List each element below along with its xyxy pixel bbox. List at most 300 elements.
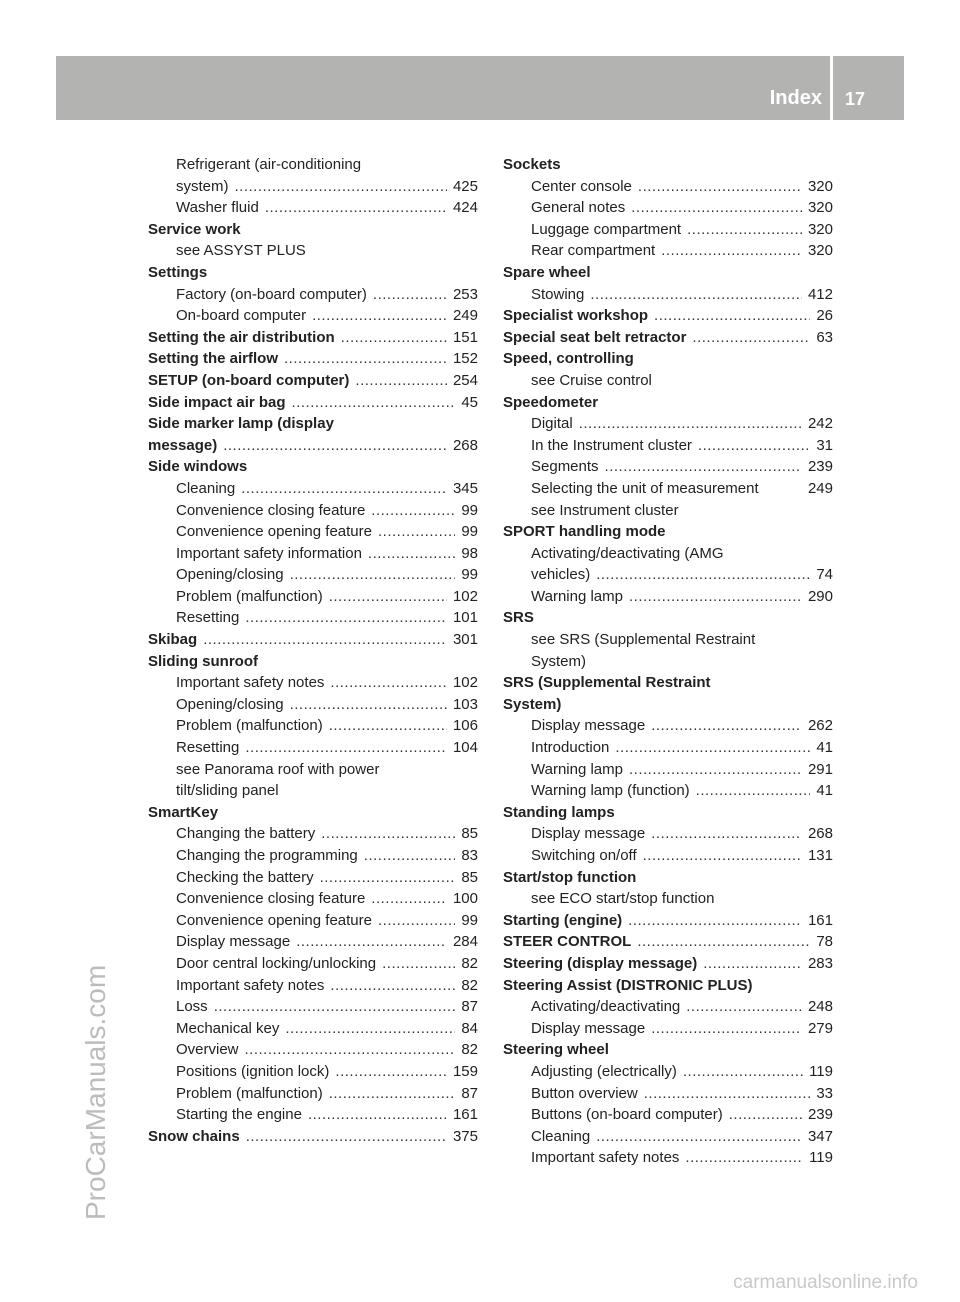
index-subentry: [148, 154, 478, 176]
entry-term: Cleaning: [531, 1127, 591, 1145]
entry-page-number: 291: [807, 760, 833, 778]
index-subentry: [148, 176, 478, 198]
index-entry: [503, 348, 833, 370]
entry-page-number: 242: [807, 415, 833, 433]
dot-leader: [245, 607, 447, 629]
dot-leader: [631, 197, 802, 219]
entry-term: SmartKey: [148, 803, 219, 821]
index-subentry: [503, 500, 833, 522]
entry-term: see Panorama roof with power: [176, 760, 380, 778]
entry-page-number: 87: [461, 998, 478, 1016]
entry-page-number: 82: [461, 954, 478, 972]
index-subentry: [148, 715, 478, 737]
index-subentry: [503, 478, 833, 500]
dot-leader: [371, 888, 447, 910]
entry-page-number: 119: [809, 1149, 833, 1167]
dot-leader: [378, 521, 455, 543]
entry-term: Speedometer: [503, 393, 599, 411]
entry-term: Problem (malfunction): [176, 1084, 323, 1102]
entry-term: In the Instrument cluster: [531, 436, 692, 454]
index-subentry: [148, 737, 478, 759]
entry-page-number: 320: [807, 199, 833, 217]
entry-term: Factory (on-board computer): [176, 285, 367, 303]
index-subentry: [503, 456, 833, 478]
entry-term: System): [503, 695, 562, 713]
index-subentry: [503, 219, 833, 241]
index-entry: [148, 219, 478, 241]
entry-term: Refrigerant (air-conditioning: [176, 156, 362, 173]
entry-term: Center console: [531, 177, 632, 195]
entry-term: Problem (malfunction): [176, 717, 323, 735]
entry-term: Settings: [148, 263, 208, 281]
dot-leader: [373, 284, 447, 306]
index-subentry: [148, 521, 478, 543]
entry-term: SETUP (on-board computer): [148, 371, 350, 389]
index-entry: [503, 1039, 833, 1061]
entry-term: Speed, controlling: [503, 350, 634, 368]
dot-leader: [329, 586, 447, 608]
entry-page-number: 268: [452, 436, 478, 454]
dot-leader: [214, 996, 456, 1018]
entry-term: Side windows: [148, 458, 248, 476]
dot-leader: [685, 1147, 803, 1169]
entry-term: see Cruise control: [531, 371, 652, 389]
entry-page-number: 161: [807, 911, 833, 929]
index-subentry: [503, 586, 833, 608]
index-entry: [148, 435, 478, 457]
entry-page-number: 85: [461, 825, 478, 843]
entry-term: Activating/deactivating: [531, 998, 681, 1016]
entry-page-number: 320: [807, 242, 833, 260]
index-subentry: [148, 910, 478, 932]
index-subentry: [148, 1039, 478, 1061]
index-subentry: [503, 435, 833, 457]
entry-term: Mechanical key: [176, 1019, 280, 1037]
entry-page-number: 63: [816, 328, 833, 346]
entry-term: Warning lamp: [531, 587, 623, 605]
entry-page-number: 102: [452, 587, 478, 605]
index-entry: [503, 931, 833, 953]
index-column-right: [503, 154, 833, 1169]
entry-page-number: 99: [461, 523, 478, 541]
index-subentry: [503, 888, 833, 910]
entry-page-number: 85: [461, 868, 478, 886]
entry-term: see SRS (Supplemental Restraint: [531, 631, 756, 649]
index-subentry: [503, 1018, 833, 1040]
index-subentry: [148, 1083, 478, 1105]
entry-term: Important safety notes: [176, 976, 325, 994]
entry-term: Switching on/off: [531, 847, 637, 864]
entry-page-number: 74: [816, 566, 833, 584]
index-subentry: [148, 1018, 478, 1040]
index-subentry: [503, 197, 833, 219]
dot-leader: [296, 931, 447, 953]
entry-term: Display message: [531, 717, 646, 735]
entry-page-number: 262: [807, 717, 833, 735]
dot-leader: [292, 392, 456, 414]
dot-leader: [320, 867, 456, 889]
entry-term: Snow chains: [148, 1127, 240, 1145]
dot-leader: [692, 327, 810, 349]
entry-page-number: 98: [461, 544, 478, 562]
entry-term: Buttons (on-board computer): [531, 1106, 723, 1124]
entry-page-number: 248: [807, 998, 833, 1016]
index-subentry: [503, 780, 833, 802]
entry-term: Steering wheel: [503, 1041, 609, 1059]
entry-page-number: 99: [461, 566, 478, 584]
dot-leader: [596, 1126, 802, 1148]
dot-leader: [703, 953, 802, 975]
dot-leader: [330, 672, 447, 694]
dot-leader: [371, 500, 455, 522]
index-subentry: [503, 1147, 833, 1169]
index-entry: [148, 413, 478, 435]
dot-leader: [686, 996, 802, 1018]
entry-page-number: 425: [452, 177, 478, 195]
index-entry: [148, 370, 478, 392]
dot-leader: [246, 1126, 447, 1148]
index-entry: [148, 651, 478, 673]
section-title: Index: [769, 87, 822, 109]
entry-term: system): [176, 177, 229, 195]
entry-page-number: 375: [452, 1127, 478, 1145]
index-entry: [148, 1126, 478, 1148]
entry-term: Segments: [531, 458, 599, 476]
entry-page-number: 412: [807, 285, 833, 303]
entry-page-number: 31: [816, 436, 833, 454]
dot-leader: [629, 586, 802, 608]
dot-leader: [651, 715, 802, 737]
entry-term: Convenience closing feature: [176, 501, 366, 519]
entry-term: Digital: [531, 415, 573, 433]
entry-term: Convenience opening feature: [176, 523, 372, 541]
dot-leader: [643, 845, 802, 867]
index-subentry: [148, 845, 478, 867]
index-entry: [148, 262, 478, 284]
index-subentry: [148, 1061, 478, 1083]
entry-page-number: 290: [807, 587, 833, 605]
dot-leader: [223, 435, 447, 457]
entry-term: Overview: [176, 1041, 239, 1059]
entry-term: System): [531, 652, 587, 670]
entry-term: Important safety notes: [176, 674, 325, 692]
entry-term: message): [148, 436, 218, 454]
entry-term: STEER CONTROL: [503, 933, 632, 951]
dot-leader: [241, 478, 447, 500]
entry-page-number: 424: [452, 199, 478, 217]
dot-leader: [654, 305, 810, 327]
dot-leader: [341, 327, 447, 349]
index-subentry: [503, 240, 833, 262]
entry-term: General notes: [531, 199, 626, 217]
entry-term: Special seat belt retractor: [503, 328, 687, 346]
entry-term: vehicles): [531, 566, 591, 584]
entry-term: Important safety notes: [531, 1149, 680, 1167]
dot-leader: [729, 1104, 802, 1126]
entry-page-number: 279: [807, 1019, 833, 1037]
dot-leader: [615, 737, 810, 759]
entry-term: Sockets: [503, 156, 561, 173]
index-subentry: [148, 953, 478, 975]
index-entry: [503, 953, 833, 975]
entry-term: Changing the battery: [176, 825, 316, 843]
entry-page-number: 78: [816, 933, 833, 951]
index-subentry: [148, 240, 478, 262]
index-subentry: [503, 1126, 833, 1148]
dot-leader: [651, 823, 802, 845]
entry-page-number: 41: [816, 782, 833, 800]
entry-page-number: 249: [807, 479, 833, 497]
index-entry: [148, 327, 478, 349]
entry-term: Changing the programming: [176, 847, 358, 864]
index-subentry: [503, 737, 833, 759]
index-subentry: [503, 413, 833, 435]
index-entry: [503, 305, 833, 327]
entry-page-number: 84: [461, 1019, 478, 1037]
index-subentry: [148, 931, 478, 953]
entry-page-number: 239: [807, 1106, 833, 1124]
entry-page-number: 347: [807, 1127, 833, 1145]
index-subentry: [503, 996, 833, 1018]
index-entry: [503, 607, 833, 629]
index-subentry: [148, 564, 478, 586]
entry-term: Rear compartment: [531, 242, 656, 260]
index-entry: [503, 802, 833, 824]
entry-term: SRS (Supplemental Restraint: [503, 674, 711, 692]
index-subentry: [148, 975, 478, 997]
entry-term: Opening/closing: [176, 566, 284, 584]
entry-term: Positions (ignition lock): [176, 1062, 330, 1080]
index-subentry: [503, 823, 833, 845]
entry-page-number: 320: [807, 220, 833, 238]
dot-leader: [355, 370, 447, 392]
dot-leader: [312, 305, 447, 327]
entry-page-number: 87: [461, 1084, 478, 1102]
dot-leader: [329, 1083, 456, 1105]
index-entry: [503, 154, 833, 176]
index-subentry: [148, 888, 478, 910]
index-subentry: [503, 629, 833, 651]
index-subentry: [503, 715, 833, 737]
entry-page-number: 131: [807, 847, 833, 864]
entry-term: Starting (engine): [503, 911, 623, 929]
page-number: 17: [845, 89, 866, 109]
header-divider: [830, 56, 833, 120]
dot-leader: [579, 413, 802, 435]
entry-page-number: 283: [807, 954, 833, 972]
dot-leader: [321, 823, 455, 845]
entry-page-number: 102: [452, 674, 478, 692]
entry-term: Convenience opening feature: [176, 911, 372, 929]
dot-leader: [698, 435, 810, 457]
entry-term: Warning lamp (function): [531, 782, 690, 800]
entry-page-number: 82: [461, 976, 478, 994]
entry-term: Stowing: [531, 285, 585, 303]
index-subentry: [148, 823, 478, 845]
entry-page-number: 104: [452, 739, 478, 757]
entry-page-number: 253: [452, 285, 478, 303]
index-entry: [503, 672, 833, 694]
index-entry: [148, 802, 478, 824]
dot-leader: [290, 564, 456, 586]
index-subentry: [148, 607, 478, 629]
dot-leader: [329, 715, 447, 737]
index-subentry: [503, 845, 833, 867]
entry-term: Side impact air bag: [148, 393, 286, 411]
entry-term: Washer fluid: [176, 199, 259, 217]
entry-term: Display message: [531, 1019, 646, 1037]
entry-term: Resetting: [176, 609, 240, 627]
watermark-side: ProCarManuals.com: [80, 964, 111, 1220]
index-subentry: [148, 586, 478, 608]
entry-term: Checking the battery: [176, 868, 314, 886]
dot-leader: [687, 219, 802, 241]
entry-term: Steering (display message): [503, 954, 698, 972]
entry-term: tilt/sliding panel: [176, 782, 279, 800]
entry-term: Service work: [148, 220, 241, 238]
dot-leader: [245, 737, 447, 759]
dot-leader: [285, 1018, 455, 1040]
entry-term: Sliding sunroof: [148, 652, 258, 670]
dot-leader: [308, 1104, 447, 1126]
index-entry: [503, 694, 833, 716]
entry-page-number: 301: [452, 631, 478, 649]
index-subentry: [503, 564, 833, 586]
index-subentry: [503, 1061, 833, 1083]
dot-leader: [330, 975, 455, 997]
entry-page-number: 159: [452, 1062, 478, 1080]
index-entry: [148, 392, 478, 414]
index-entry: [503, 910, 833, 932]
dot-leader: [382, 953, 455, 975]
entry-term: Convenience closing feature: [176, 890, 366, 908]
entry-term: Introduction: [531, 739, 610, 757]
entry-page-number: 268: [807, 825, 833, 843]
entry-term: see ASSYST PLUS: [176, 242, 306, 260]
entry-page-number: 320: [807, 177, 833, 195]
index-entry: [148, 629, 478, 651]
entry-term: Display message: [176, 933, 291, 951]
entry-term: Adjusting (electrically): [531, 1062, 677, 1080]
dot-leader: [683, 1061, 803, 1083]
index-subentry: [503, 1104, 833, 1126]
entry-page-number: 99: [461, 911, 478, 929]
entry-term: Warning lamp: [531, 760, 623, 778]
entry-term: Loss: [176, 998, 208, 1016]
index-subentry: [148, 478, 478, 500]
entry-term: Door central locking/unlocking: [176, 954, 377, 972]
index-entry: [503, 521, 833, 543]
index-subentry: [148, 305, 478, 327]
index-subentry: [503, 543, 833, 565]
entry-page-number: 82: [461, 1041, 478, 1059]
entry-term: Resetting: [176, 739, 240, 757]
entry-term: Problem (malfunction): [176, 587, 323, 605]
index-subentry: [503, 176, 833, 198]
dot-leader: [637, 931, 810, 953]
entry-term: Spare wheel: [503, 263, 591, 281]
entry-term: Setting the airflow: [148, 350, 279, 368]
dot-leader: [651, 1018, 802, 1040]
entry-term: Starting the engine: [176, 1106, 302, 1124]
dot-leader: [638, 176, 802, 198]
dot-leader: [284, 348, 447, 370]
index-subentry: [503, 651, 833, 673]
entry-page-number: 100: [452, 890, 478, 908]
entry-term: Opening/closing: [176, 695, 284, 713]
index-entry: [503, 975, 833, 997]
dot-leader: [661, 240, 802, 262]
entry-page-number: 239: [807, 458, 833, 476]
dot-leader: [628, 910, 802, 932]
entry-page-number: 151: [452, 328, 478, 346]
dot-leader: [245, 1039, 456, 1061]
index-subentry: [148, 1104, 478, 1126]
entry-term: Cleaning: [176, 479, 236, 497]
entry-page-number: 254: [452, 371, 478, 389]
entry-term: On-board computer: [176, 307, 307, 325]
index-subentry: [503, 284, 833, 306]
entry-page-number: 33: [816, 1084, 833, 1102]
index-subentry: [148, 780, 478, 802]
entry-term: Standing lamps: [503, 803, 615, 821]
index-entry: [503, 327, 833, 349]
entry-term: Activating/deactivating (AMG: [531, 544, 724, 562]
index-subentry: [148, 284, 478, 306]
entry-term: Luggage compartment: [531, 220, 682, 238]
dot-leader: [605, 456, 802, 478]
index-entry: [503, 392, 833, 414]
index-column-left: [148, 154, 478, 1147]
entry-page-number: 101: [452, 609, 478, 627]
entry-term: Skibag: [148, 631, 198, 649]
index-subentry: [148, 867, 478, 889]
entry-page-number: 83: [461, 847, 478, 864]
entry-term: Side marker lamp (display: [148, 415, 334, 433]
entry-page-number: 26: [816, 307, 833, 325]
entry-page-number: 106: [452, 717, 478, 735]
dot-leader: [364, 845, 456, 867]
index-entry: [503, 867, 833, 889]
entry-term: Steering Assist (DISTRONIC PLUS): [503, 976, 753, 994]
entry-term: SRS: [503, 609, 534, 627]
dot-leader: [368, 543, 455, 565]
index-subentry: [148, 543, 478, 565]
index-subentry: [148, 759, 478, 781]
entry-page-number: 99: [461, 501, 478, 519]
entry-term: Specialist workshop: [503, 307, 649, 325]
index-subentry: [148, 672, 478, 694]
index-entry: [148, 348, 478, 370]
entry-page-number: 345: [452, 479, 478, 497]
index-subentry: [148, 996, 478, 1018]
index-subentry: [148, 500, 478, 522]
entry-term: Setting the air distribution: [148, 328, 335, 346]
entry-page-number: 249: [452, 307, 478, 325]
index-subentry: [148, 197, 478, 219]
entry-term: see ECO start/stop function: [531, 890, 715, 908]
entry-term: Start/stop function: [503, 868, 637, 886]
entry-page-number: 161: [452, 1106, 478, 1124]
dot-leader: [203, 629, 447, 651]
index-entry: [503, 262, 833, 284]
index-entry: [148, 456, 478, 478]
dot-leader: [644, 1083, 811, 1105]
dot-leader: [378, 910, 455, 932]
index-subentry: [503, 370, 833, 392]
dot-leader: [335, 1061, 447, 1083]
entry-term: Important safety information: [176, 544, 362, 562]
